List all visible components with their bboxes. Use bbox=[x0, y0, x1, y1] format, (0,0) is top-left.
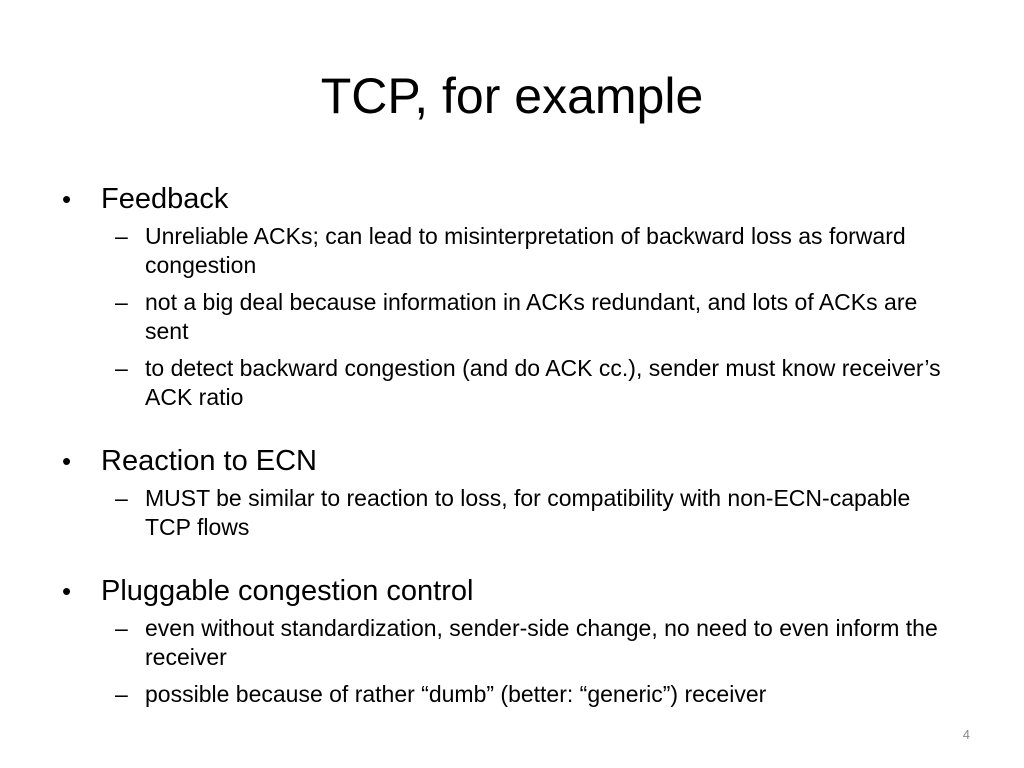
dash-marker: – bbox=[115, 485, 128, 511]
bullet-marker: • bbox=[62, 576, 72, 606]
sub-item bbox=[101, 222, 958, 280]
bullet-label: Pluggable congestion control bbox=[101, 575, 474, 607]
sub-list bbox=[101, 614, 958, 709]
dash-marker: – bbox=[115, 355, 128, 381]
sub-item-text: to detect backward congestion (and do ACK cc.), sender must know receiver’s ACK ratio bbox=[145, 355, 941, 410]
page-number: 4 bbox=[962, 727, 970, 742]
sub-item bbox=[101, 354, 958, 412]
bullet-list bbox=[58, 180, 958, 709]
sub-list bbox=[101, 222, 958, 412]
bullet-marker: • bbox=[62, 446, 72, 476]
bullet-reaction-to-ecn bbox=[58, 442, 958, 542]
sub-item-text: possible because of rather “dumb” (better: “generic”) receiver bbox=[145, 681, 767, 707]
sub-item-text: MUST be similar to reaction to loss, for compatibility with non-ECN-capable TCP flows bbox=[145, 485, 911, 540]
sub-item bbox=[101, 484, 958, 542]
sub-item bbox=[101, 288, 958, 346]
bullet-feedback bbox=[58, 180, 958, 412]
slide-title: TCP, for example bbox=[320, 68, 704, 124]
sub-item-text: even without standardization, sender-side change, no need to even inform the receiver bbox=[145, 615, 938, 670]
dash-marker: – bbox=[115, 223, 128, 249]
dash-marker: – bbox=[115, 289, 128, 315]
bullet-label: Reaction to ECN bbox=[101, 445, 317, 477]
sub-item bbox=[101, 614, 958, 672]
sub-item-text: not a big deal because information in ACKs redundant, and lots of ACKs are sent bbox=[145, 289, 918, 344]
sub-item-text: Unreliable ACKs; can lead to misinterpretation of backward loss as forward congestion bbox=[145, 223, 906, 278]
bullet-pluggable-congestion-control bbox=[58, 572, 958, 709]
dash-marker: – bbox=[115, 615, 128, 641]
bullet-marker: • bbox=[62, 184, 72, 214]
sub-list bbox=[101, 484, 958, 542]
dash-marker: – bbox=[115, 681, 128, 707]
bullet-label: Feedback bbox=[101, 183, 229, 215]
sub-item bbox=[101, 680, 958, 709]
